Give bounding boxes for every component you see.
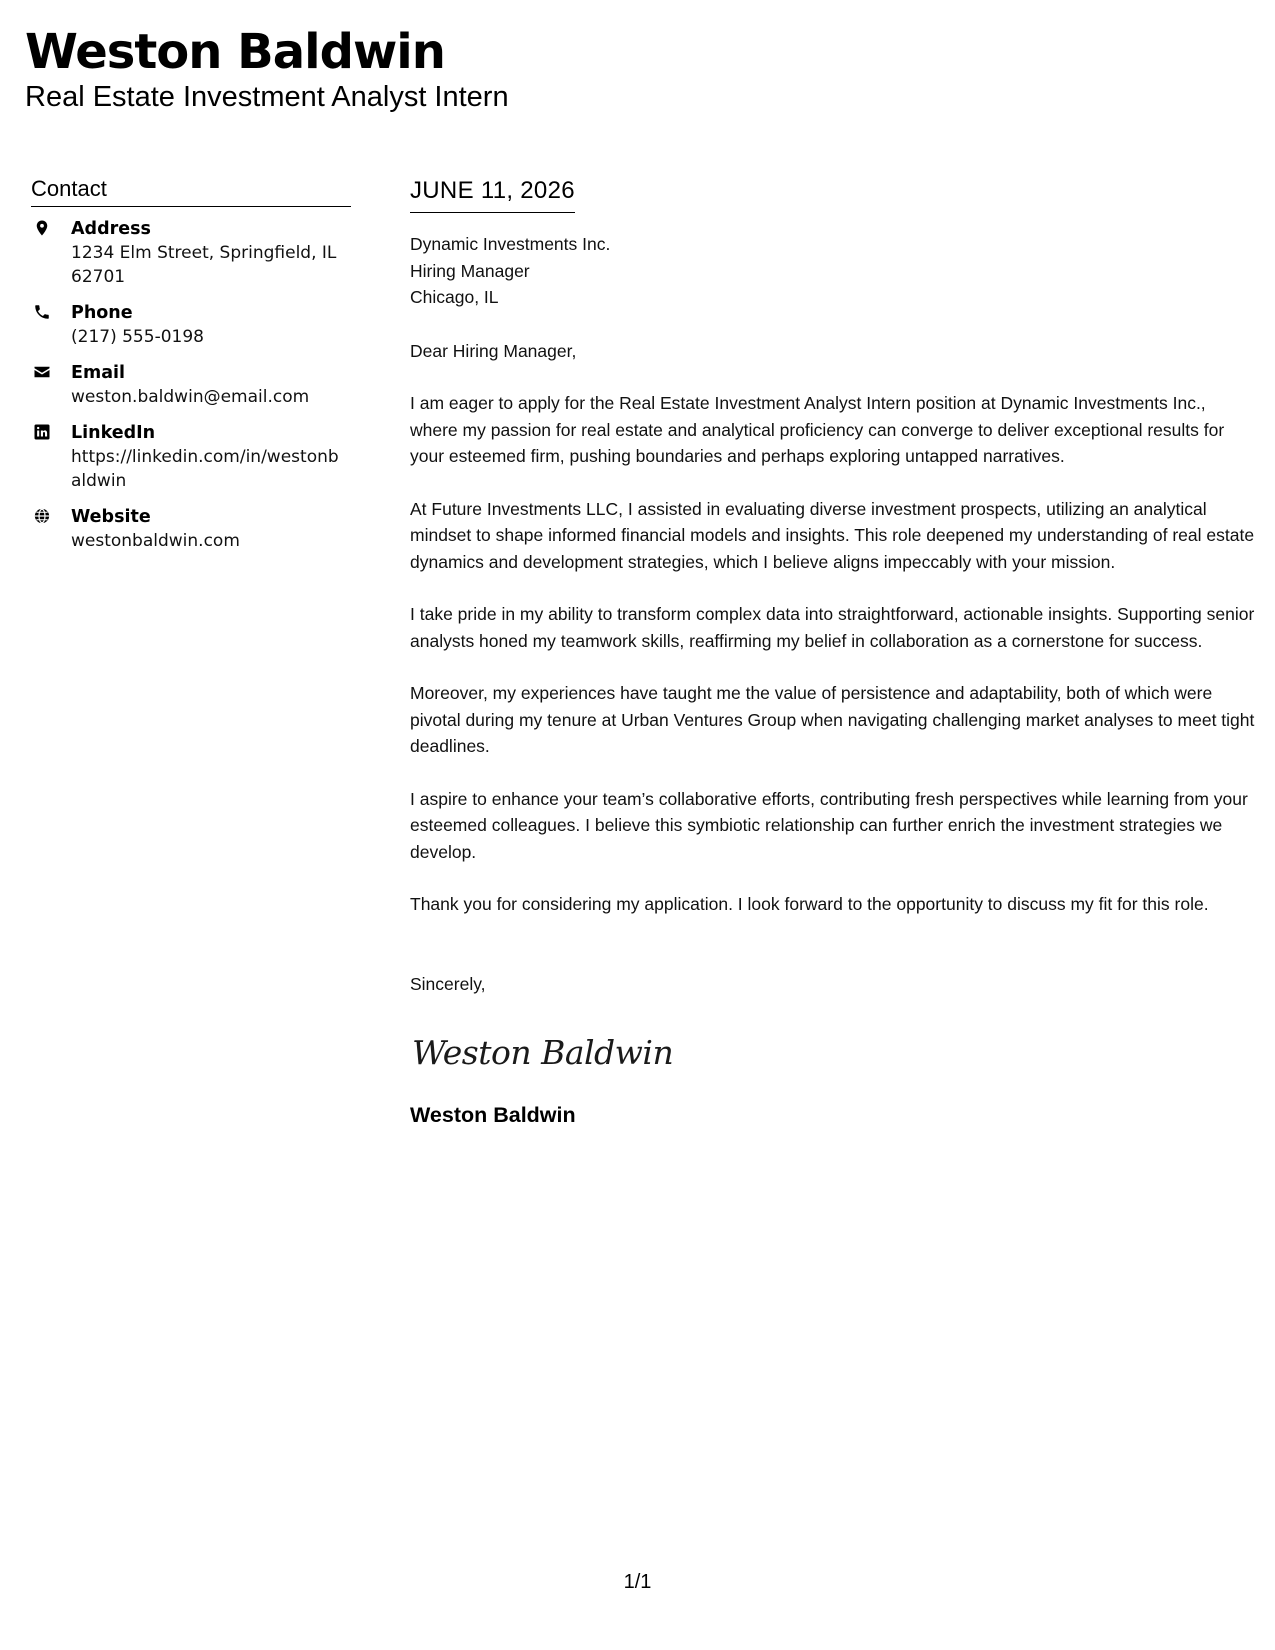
- contact-item-linkedin: [31, 421, 351, 493]
- recipient-location: Chicago, IL: [410, 287, 499, 307]
- letter-paragraph: At Future Investments LLC, I assisted in evaluating diverse investment prospects, utilizing an analytical mindset to shape informed financial models and insights. This role deepened my understanding of real estate dynamics and development strategies, which I believe aligns impeccably with your mission.: [410, 498, 1255, 572]
- letter-body: [410, 176, 1255, 1129]
- contact-list: [31, 217, 351, 553]
- signature: Weston Baldwin: [412, 1033, 674, 1072]
- page-number: 1/1: [623, 1571, 652, 1593]
- envelope-icon: [33, 363, 51, 381]
- contact-item-address: [31, 217, 351, 289]
- email-value[interactable]: weston.baldwin@email.com: [71, 387, 310, 407]
- letter-paragraph: I am eager to apply for the Real Estate Investment Analyst Intern position at Dynamic Investments Inc., where my passion for real estate and analytical proficiency can converge to deliver exceptional results for your esteemed firm, pushing boundaries and perhaps exploring untapped narratives.: [410, 393, 1225, 466]
- contact-label: LinkedIn: [71, 423, 156, 443]
- recipient-company: Dynamic Investments Inc.: [410, 234, 611, 254]
- letter-paragraph: I aspire to enhance your team’s collaborative efforts, contributing fresh perspectives while learning from your esteemed colleagues. I believe this symbiotic relationship can further enrich the investment strategies we develop.: [410, 788, 1248, 862]
- linkedin-icon: [33, 423, 51, 441]
- signer-name: Weston Baldwin: [410, 1103, 576, 1127]
- letter-date: JUNE 11, 2026: [410, 176, 575, 213]
- signature-image: [412, 1025, 1255, 1081]
- recipient-role: Hiring Manager: [410, 260, 530, 281]
- contact-item-website: [31, 505, 351, 553]
- letter-paragraph: I take pride in my ability to transform complex data into straightforward, actionable insights. Supporting senior analysts honed my teamwork skills, reaffirming my belief in collaboration as a cornerstone for success.: [410, 604, 1255, 651]
- map-pin-icon: [33, 219, 51, 237]
- salutation: Dear Hiring Manager,: [410, 340, 577, 361]
- closing: Sincerely,: [410, 973, 486, 994]
- applicant-name: Weston Baldwin: [25, 24, 445, 80]
- contact-sidebar: [31, 176, 351, 565]
- contact-item-email: [31, 361, 351, 409]
- contact-heading: Contact: [31, 176, 351, 207]
- website-value[interactable]: westonbaldwin.com: [71, 531, 240, 551]
- contact-label: Phone: [71, 303, 133, 323]
- recipient-block: [410, 231, 1255, 311]
- contact-label: Address: [71, 219, 151, 239]
- address-value: 1234 Elm Street, Springfield, IL 62701: [71, 243, 337, 287]
- letter-paragraph: Moreover, my experiences have taught me the value of persistence and adaptability, both of which were pivotal during my tenure at Urban Ventures Group when navigating challenging market analyses to meet tight deadlines.: [410, 683, 1255, 756]
- phone-icon: [33, 303, 51, 321]
- resume-header: [25, 22, 509, 114]
- letter-paragraph: Thank you for considering my application. I look forward to the opportunity to discuss my fit for this role.: [410, 894, 1209, 914]
- contact-item-phone: [31, 301, 351, 349]
- contact-label: Email: [71, 363, 125, 383]
- linkedin-value[interactable]: https://linkedin.com/in/westonbaldwin: [71, 447, 339, 491]
- globe-icon: [33, 507, 51, 525]
- contact-label: Website: [71, 507, 151, 527]
- phone-value[interactable]: (217) 555-0198: [71, 327, 204, 347]
- job-title: Real Estate Investment Analyst Intern: [25, 81, 509, 113]
